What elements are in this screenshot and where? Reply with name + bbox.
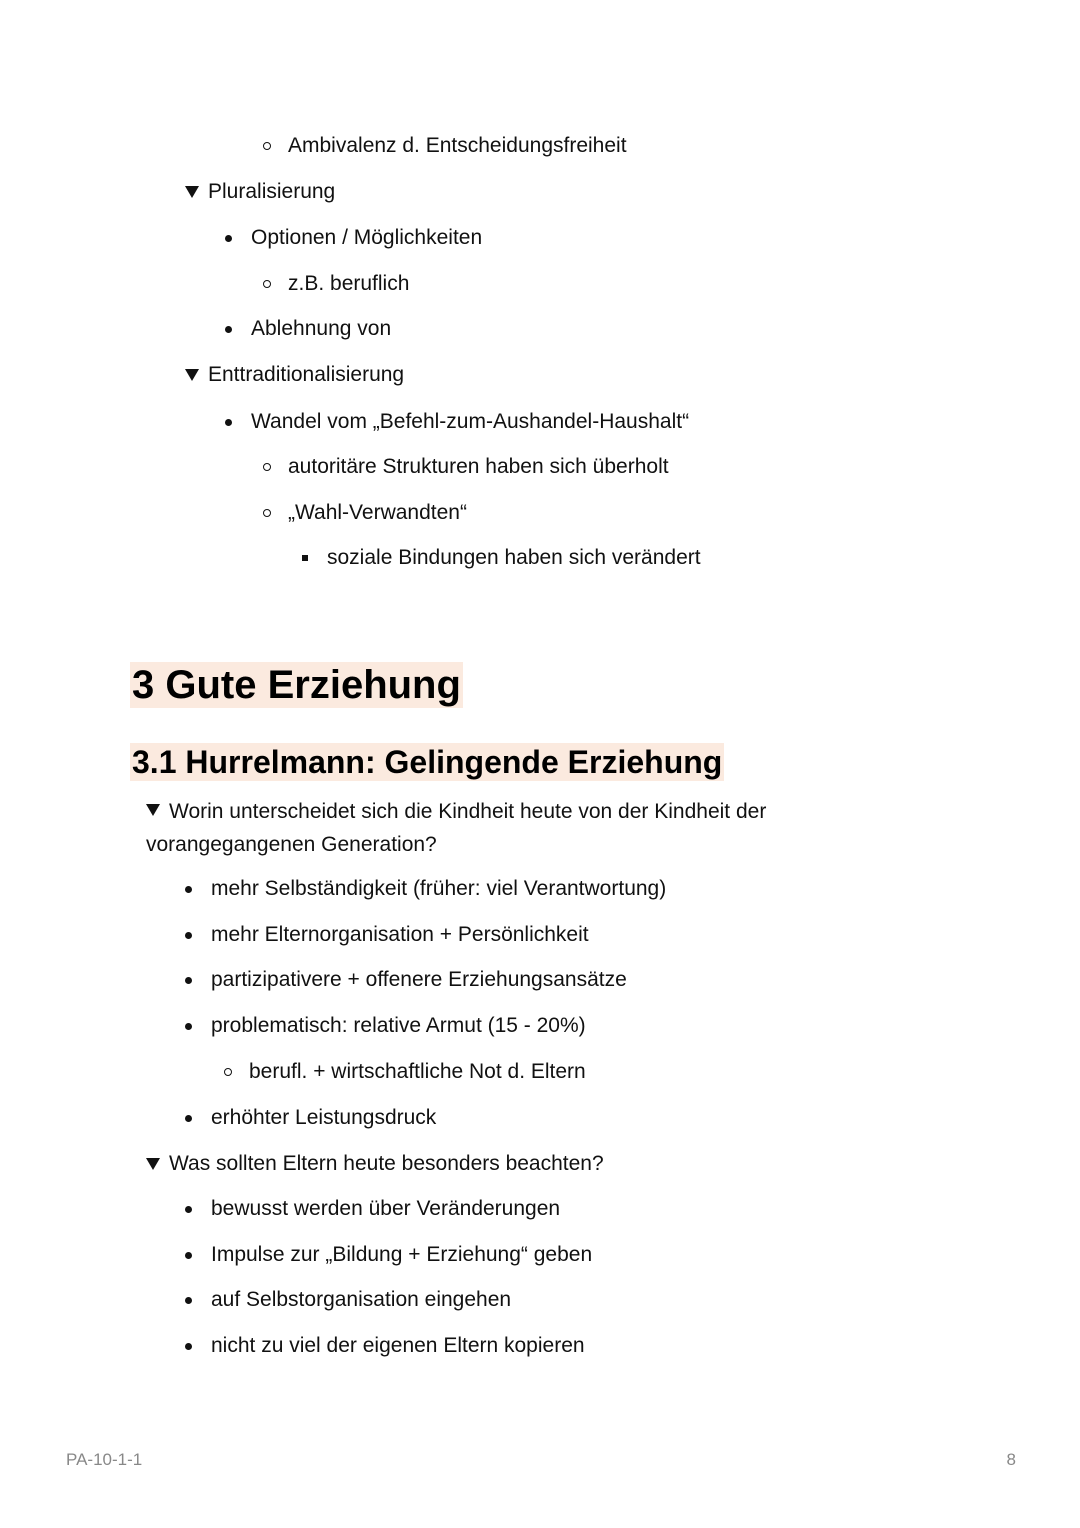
list-item [185,1104,436,1132]
heading-1: 3 Gute Erziehung [132,663,461,707]
disc-bullet-icon [185,1115,192,1122]
toggle-label: Worin unterscheidet sich die Kindheit heute von der Kindheit der vorangegangenen Generation? [146,800,767,856]
toggle-question-1[interactable] [146,795,846,861]
list-item [263,132,627,160]
list-item-text: z.B. beruflich [288,272,410,295]
circle-bullet-icon [263,509,271,517]
disc-bullet-icon [185,932,192,939]
toggle-pluralisierung[interactable] [185,178,335,206]
list-item [263,453,669,481]
toggle-triangle-icon[interactable] [146,804,160,816]
list-item-text: erhöhter Leistungsdruck [211,1106,437,1129]
disc-bullet-icon [185,1023,192,1030]
list-item [263,499,467,527]
list-item [185,875,666,903]
toggle-label: Enttraditionalisierung [208,363,405,386]
toggle-label: Was sollten Eltern heute besonders beachten? [169,1152,604,1175]
list-item-text: nicht zu viel der eigenen Eltern kopieren [211,1334,585,1357]
list-item [185,1012,586,1040]
circle-bullet-icon [263,280,271,288]
list-item [225,224,482,252]
disc-bullet-icon [225,326,232,333]
toggle-question-2[interactable] [146,1150,604,1178]
circle-bullet-icon [263,463,271,471]
disc-bullet-icon [185,886,192,893]
footer-page-number: 8 [1006,1450,1016,1469]
disc-bullet-icon [185,1297,192,1304]
list-item-text: „Wahl-Verwandten“ [288,501,467,524]
list-item [185,966,627,994]
list-item-text: auf Selbstorganisation eingehen [211,1288,512,1311]
list-item-text: berufl. + wirtschaftliche Not d. Eltern [249,1060,586,1083]
disc-bullet-icon [185,1252,192,1259]
list-item-text: soziale Bindungen haben sich verändert [327,546,701,569]
list-item-text: mehr Selbständigkeit (früher: viel Verantwortung) [211,877,667,900]
list-item-text: partizipativere + offenere Erziehungsansätze [211,968,627,991]
list-item [185,1286,511,1314]
list-item [224,1058,586,1086]
list-item [225,315,391,343]
list-item-text: Ambivalenz d. Entscheidungsfreiheit [288,134,627,157]
footer-doc-id: PA-10-1-1 [66,1450,143,1469]
list-item [185,921,589,949]
heading-2: 3.1 Hurrelmann: Gelingende Erziehung [132,744,723,780]
list-item-text: bewusst werden über Veränderungen [211,1197,561,1220]
disc-bullet-icon [185,1343,192,1350]
circle-bullet-icon [224,1068,232,1076]
disc-bullet-icon [185,977,192,984]
list-item [302,544,701,572]
circle-bullet-icon [263,142,271,150]
list-item-text: Ablehnung von [251,317,392,340]
list-item [263,270,409,298]
list-item [225,408,689,436]
toggle-triangle-icon[interactable] [185,186,199,198]
disc-bullet-icon [185,1206,192,1213]
square-bullet-icon [302,555,308,561]
toggle-triangle-icon[interactable] [146,1158,160,1170]
disc-bullet-icon [225,235,232,242]
toggle-triangle-icon[interactable] [185,369,199,381]
list-item-text: Optionen / Möglichkeiten [251,226,483,249]
list-item-text: problematisch: relative Armut (15 - 20%) [211,1014,586,1037]
list-item [185,1195,560,1223]
toggle-enttraditionalisierung[interactable] [185,361,404,389]
list-item-text: mehr Elternorganisation + Persönlichkeit [211,923,589,946]
toggle-label: Pluralisierung [208,180,336,203]
list-item-text: autoritäre Strukturen haben sich überholt [288,455,669,478]
disc-bullet-icon [225,419,232,426]
list-item [185,1332,585,1360]
list-item-text: Wandel vom „Befehl-zum-Aushandel-Haushalt“ [251,410,690,433]
list-item [185,1241,592,1269]
list-item-text: Impulse zur „Bildung + Erziehung“ geben [211,1243,593,1266]
